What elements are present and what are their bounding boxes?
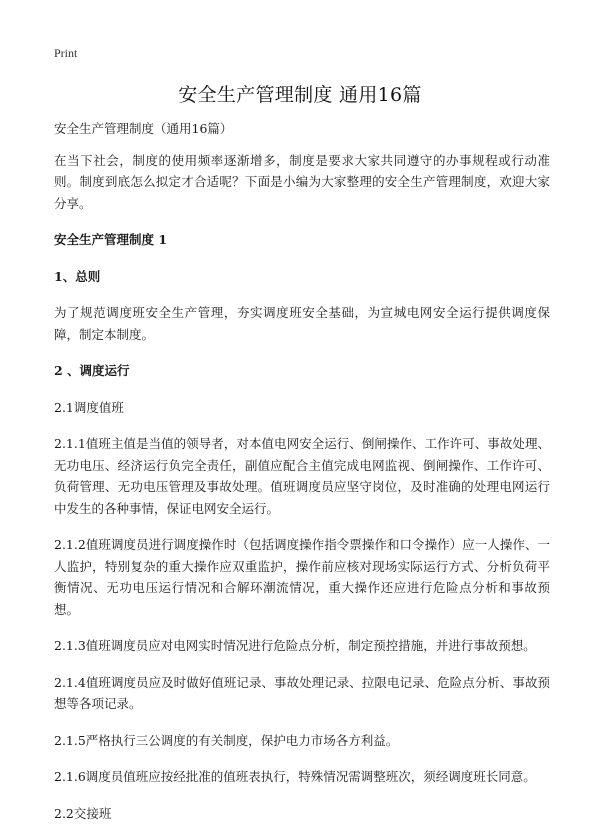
section1-heading: 1、总则 (54, 268, 101, 284)
document-body (54, 118, 550, 824)
paragraph-2-1-4: 2.1.4值班调度员应及时做好值班记录、事故处理记录、拉限电记录、危险点分析、事故预想等各项记录。 (54, 674, 550, 711)
intro-paragraph: 在当下社会，制度的使用频率逐渐增多，制度是要求大家共同遵守的办事规程或行动准则。制度到底怎么拟定才合适呢？下面是小编为大家整理的安全生产管理制度，欢迎大家分享。 (54, 152, 550, 211)
paragraph-2-1-2: 2.1.2值班调度员进行调度操作时（包括调度操作指令票操作和口令操作）应一人操作、一人监护，特别复杂的重大操作应双重监护，操作前应核对现场实际运行方式、分析负荷平衡情况、无功电压运行情况和合解环潮流情况，重大操作还应进行危险点分析和事故预想。 (54, 537, 550, 617)
paragraph-2-1-5: 2.1.5严格执行三公调度的有关制度，保护电力市场各方利益。 (54, 732, 399, 748)
document-subtitle: 安全生产管理制度（通用16篇） (54, 121, 233, 136)
paragraph-2-1-3: 2.1.3值班调度员应对电网实时情况进行危险点分析，制定预控措施，并进行事故预想。 (54, 638, 536, 653)
print-label: Print (54, 46, 78, 60)
section2-heading: 2 、调度运行 (54, 363, 130, 378)
section1-paragraph: 为了规范调度班安全生产管理，夯实调度班安全基础，为宣城电网安全运行提供调度保障，制定本制度。 (54, 305, 550, 342)
paragraph-2-1-1: 2.1.1值班主值是当值的领导者，对本值电网安全运行、倒闸操作、工作许可、事故处理、无功电压、经济运行负完全责任，副值应配合主值完成电网监视、倒闸操作、工作许可、负荷管理、无功电压管理及事故处理。值班调度员应坚守岗位，及时准确的处理电网运行中发生的各种事情，保证电网安全运行。 (54, 436, 550, 516)
paragraph-2-1-6: 2.1.6调度员值班应按经批准的值班表执行，特殊情况需调整班次，须经调度班长同意。 (54, 769, 536, 784)
page-title: 安全生产管理制度 通用16篇 (178, 84, 422, 106)
article-heading: 安全生产管理制度 1 (54, 232, 168, 247)
sub22-heading: 2.2交接班 (54, 805, 112, 821)
sub21-heading: 2.1调度值班 (54, 399, 124, 415)
